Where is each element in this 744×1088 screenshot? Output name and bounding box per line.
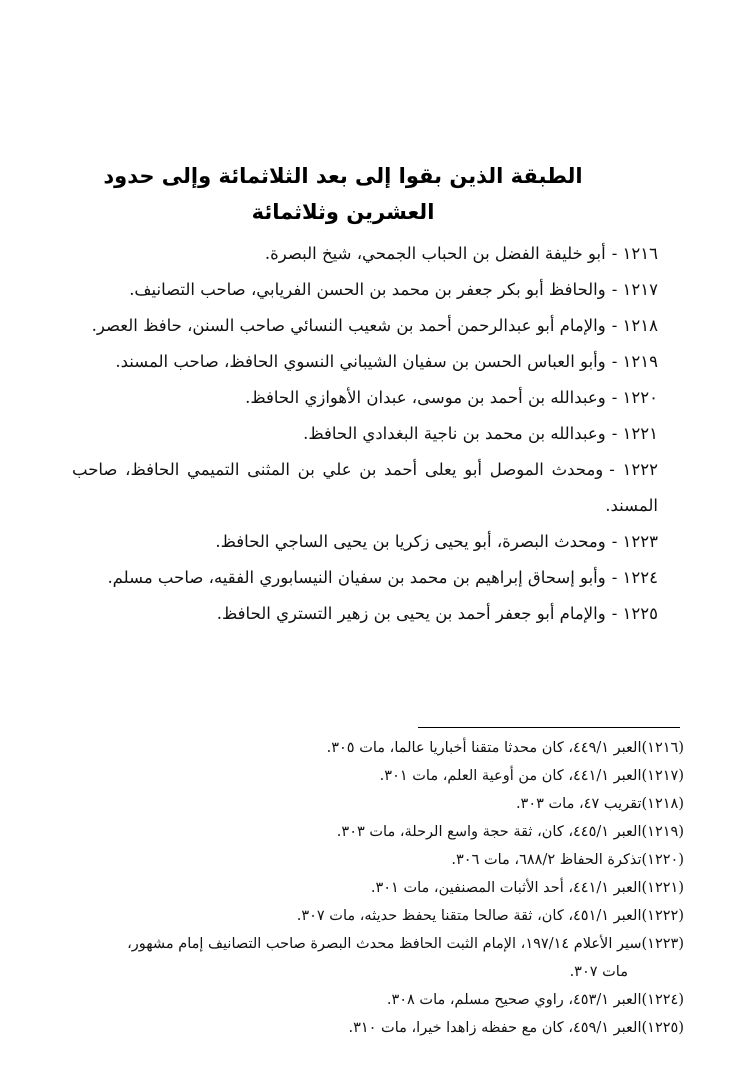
footnote-ref: (١٢٢١) — [641, 880, 684, 896]
footnote-text: العبر ٤٥١/١، كان، ثقة صالحا متقنا يحفظ حديثه، مات ٣٠٧. — [296, 908, 642, 924]
footnote — [72, 762, 684, 790]
footnote-ref: (١٢١٨) — [641, 796, 684, 812]
footnote — [72, 930, 684, 958]
footnote-ref: (١٢٢٥) — [641, 1020, 684, 1036]
footnote — [72, 734, 684, 762]
entry-number: ١٢٢٣ - — [611, 532, 658, 551]
entry-text: وأبو إسحاق إبراهيم بن محمد بن سفيان النيسابوري الفقيه، صاحب مسلم. — [107, 568, 606, 587]
footnote-text: سير الأعلام ١٩٧/١٤، الإمام الثبت الحافظ محدث البصرة صاحب التصانيف إمام مشهور، — [127, 936, 642, 952]
entry-text: وأبو العباس الحسن بن سفيان الشيباني النسوي الحافظ، صاحب المسند. — [115, 352, 606, 371]
entry-text: وعبدالله بن أحمد بن موسى، عبدان الأهوازي الحافظ. — [245, 388, 606, 407]
footnote-text: تقريب ٤٧، مات ٣٠٣. — [515, 796, 642, 812]
footnote-text: العبر ٤٤١/١، أحد الأثبات المصنفين، مات ٣٠١. — [370, 880, 642, 896]
entry — [72, 272, 658, 308]
entry — [72, 308, 658, 344]
entry-number: ١٢٢٢ - — [609, 460, 658, 479]
entry — [72, 524, 658, 560]
entry-number: ١٢١٦ - — [611, 244, 658, 263]
footnote — [72, 986, 684, 1014]
footnote-text: تذكرة الحفاظ ٦٨٨/٢، مات ٣٠٦. — [451, 852, 642, 868]
footnote-ref: (١٢١٧) — [641, 768, 684, 784]
entry-text: أبو خليفة الفضل بن الحباب الجمحي، شيخ البصرة. — [264, 244, 606, 263]
footnote — [72, 902, 684, 930]
footnote-continuation: مات ٣٠٧. — [569, 964, 628, 980]
entry-number: ١٢١٩ - — [611, 352, 658, 371]
footnote-ref: (١٢٢٢) — [641, 908, 684, 924]
footnote-ref: (١٢٢٤) — [641, 992, 684, 1008]
entry-text: ومحدث البصرة، أبو يحيى زكريا بن يحيى الساجي الحافظ. — [215, 532, 606, 551]
section-title: الطبقة الذين بقوا إلى بعد الثلاثمائة وإلى حدود العشرين وثلاثمائة — [103, 164, 583, 224]
entry-text: والإمام أبو جعفر أحمد بن يحيى بن زهير التستري الحافظ. — [216, 604, 606, 623]
entry-number: ١٢١٨ - — [611, 316, 658, 335]
footnote — [72, 874, 684, 902]
footnote — [72, 790, 684, 818]
entry-number: ١٢٢٤ - — [611, 568, 658, 587]
footnote-ref: (١٢١٦) — [641, 740, 684, 756]
footnote — [72, 818, 684, 846]
footnote-ref: (١٢١٩) — [641, 824, 684, 840]
footnote-text: العبر ٤٥٩/١، كان مع حفظه زاهدا خيرا، مات ٣١٠. — [348, 1020, 642, 1036]
entry-number: ١٢٢٥ - — [611, 604, 658, 623]
footnote-text: العبر ٤٤٥/١، كان، ثقة حجة واسع الرحلة، مات ٣٠٣. — [336, 824, 642, 840]
entry — [72, 236, 658, 272]
entry-text: ومحدث الموصل أبو يعلى أحمد بن علي بن المثنى التميمي الحافظ، صاحب المسند. — [72, 460, 658, 515]
entry — [72, 452, 658, 524]
footnote-text: العبر ٤٤١/١، كان من أوعية العلم، مات ٣٠١. — [379, 768, 642, 784]
footnote-divider — [418, 727, 680, 728]
entry — [72, 416, 658, 452]
entry-text: والحافظ أبو بكر جعفر بن محمد بن الحسن الفريابي، صاحب التصانيف. — [129, 280, 606, 299]
footnote — [72, 1014, 684, 1042]
entry — [72, 560, 658, 596]
entry-text: وعبدالله بن محمد بن ناجية البغدادي الحافظ. — [303, 424, 606, 443]
footnote-ref: (١٢٢٠) — [641, 852, 684, 868]
footnote-text: العبر ٤٥٣/١، راوي صحيح مسلم، مات ٣٠٨. — [386, 992, 642, 1008]
entry-number: ١٢٢١ - — [611, 424, 658, 443]
entry — [72, 596, 658, 632]
footnotes-list — [72, 734, 684, 1042]
entry — [72, 344, 658, 380]
entry-text: والإمام أبو عبدالرحمن أحمد بن شعيب النسائي صاحب السنن، حافظ العصر. — [91, 316, 606, 335]
entry — [72, 380, 658, 416]
footnote — [72, 846, 684, 874]
entry-number: ١٢٢٠ - — [611, 388, 658, 407]
entries-list — [72, 236, 658, 632]
footnote-ref: (١٢٢٣) — [641, 936, 684, 952]
footnote-text: العبر ٤٤٩/١، كان محدثا متقنا أخباريا عالما، مات ٣٠٥. — [326, 740, 642, 756]
entry-number: ١٢١٧ - — [611, 280, 658, 299]
